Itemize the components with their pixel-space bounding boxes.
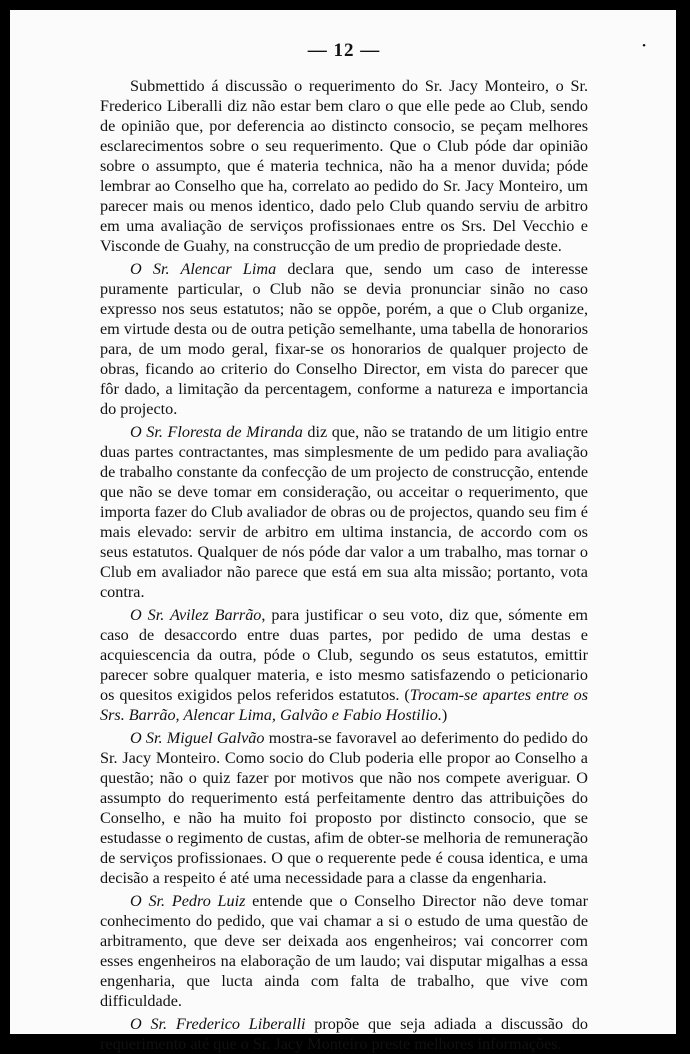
aside-note: Trocam-se apartes entre os Srs. Barrão, Alencar Lima, Galvão e Fabio Hostilio. — [100, 686, 589, 724]
corner-mark: • — [642, 40, 646, 52]
paragraph-alencar-lima — [100, 259, 588, 419]
aside-close: ) — [441, 706, 448, 724]
paragraph-text: entende que o Conselho Director não deve tomar conhecimento do pedido, que vai chamar a si o estudo de uma questão de arbitramento, que deve ser deixada aos engenheiros; vai concorrer com esses engenheiros na elaboração de um laudo; vai disputar migalhas a essa engenharia, que lucta ainda com falta de trabalho, que vive com difficuldade. — [100, 892, 588, 1010]
paragraph-text: declara que, sendo um caso de interesse puramente particular, o Club não se devia pronunciar sinão no caso expresso nos seus estatutos; não se oppõe, porém, a que o Club organize, em virtude desta ou de outra petição semelhante, uma tabella de honorarios para, de um modo geral, fixar-se os honorarios de qualquer projecto de obras, ficando ao criterio do Conselho Director, em vista do parecer que fôr dado, a limitação da percentagem, conforme a natureza e importancia do projecto. — [100, 260, 588, 418]
speaker-name: O Sr. Pedro Luiz — [130, 892, 246, 910]
speaker-name: O Sr. Alencar Lima — [130, 260, 277, 278]
page-number: — 12 — — [307, 40, 381, 61]
paragraph-frederico-liberalli — [100, 1014, 588, 1054]
paragraph-miguel-galvao — [100, 728, 588, 888]
paragraph-text: mostra-se favoravel ao deferimento do pedido do Sr. Jacy Monteiro. Como socio do Club poderia elle propor ao Conselho a questão; não o quiz fazer por motivos que não nos compete averiguar. O assumpto do requerimento está perfeitamente dentro das attribuições do Conselho, e não ha muito foi proposto por distincto consocio, que se estudasse o regimento de custas, afim de obter-se melhoria de remuneração de serviços profissionaes. O que o requerente pede é cousa identica, e uma decisão a respeito é até uma necessidade para a classe da engenharia. — [100, 729, 588, 887]
speaker-name: O Sr. Avilez Barrão — [130, 606, 262, 624]
document-page — [10, 10, 676, 1053]
paragraph-avilez-barrao — [100, 605, 588, 725]
speaker-name: O Sr. Miguel Galvão — [130, 729, 265, 747]
paragraph-text: Submettido á discussão o requerimento do Sr. Jacy Monteiro, o Sr. Frederico Liberalli diz não estar bem claro o que elle pede ao Club, sendo de opinião que, por deferencia ao distincto consocio, se peçam melhores esclarecimentos sobre o seu requerimento. Que o Club póde dar opinião sobre o assumpto, que é materia technica, não ha a menor duvida; póde lembrar ao Conselho que ha, correlato ao pedido do Sr. Jacy Monteiro, um parecer mais ou menos identico, dado pelo Club quando serviu de arbitro em uma avaliação de serviços profissionaes entre os Srs. Del Vecchio e Visconde de Guahy, na construcção de um predio de propriedade deste. — [100, 77, 588, 255]
paragraph-text: diz que, não se tratando de um litigio entre duas partes contractantes, mas simplesmente de um pedido para avaliação de trabalho constante da confecção de um projecto de construcção, entende que não se deve tomar em consideração, ou acceitar o requerimento, que importa fazer do Club avaliador de obras ou de projectos, quando seu fim é mais elevado: servir de arbitro em ultima instancia, de accordo com os seus estatutos. Qualquer de nós póde dar valor a um trabalho, mas tornar o Club em avaliador não parece que está em sua alta missão; portanto, vota contra. — [100, 423, 588, 601]
speaker-name: O Sr. Frederico Liberalli — [130, 1015, 306, 1033]
paragraph-text: , para justificar o seu voto, diz que, sómente em caso de desaccordo entre duas partes, por pedido de uma destas e acquiescencia da outra, póde o Club, segundo os seus estatutos, emittir parecer sobre qualquer materia, e isto mesmo satisfazendo o peticionario os quesitos exigidos pelos referidos estatutos. ( — [100, 606, 588, 704]
paragraph-text: propõe que seja adiada a discussão do requerimento até que o Sr. Jacy Monteiro preste melhores informações. — [100, 1015, 589, 1053]
paragraph-floresta-de-miranda — [100, 422, 588, 602]
speaker-name: O Sr. Floresta de Miranda — [130, 423, 303, 441]
paragraph-intro — [100, 76, 588, 256]
paragraph-pedro-luiz — [100, 891, 588, 1011]
